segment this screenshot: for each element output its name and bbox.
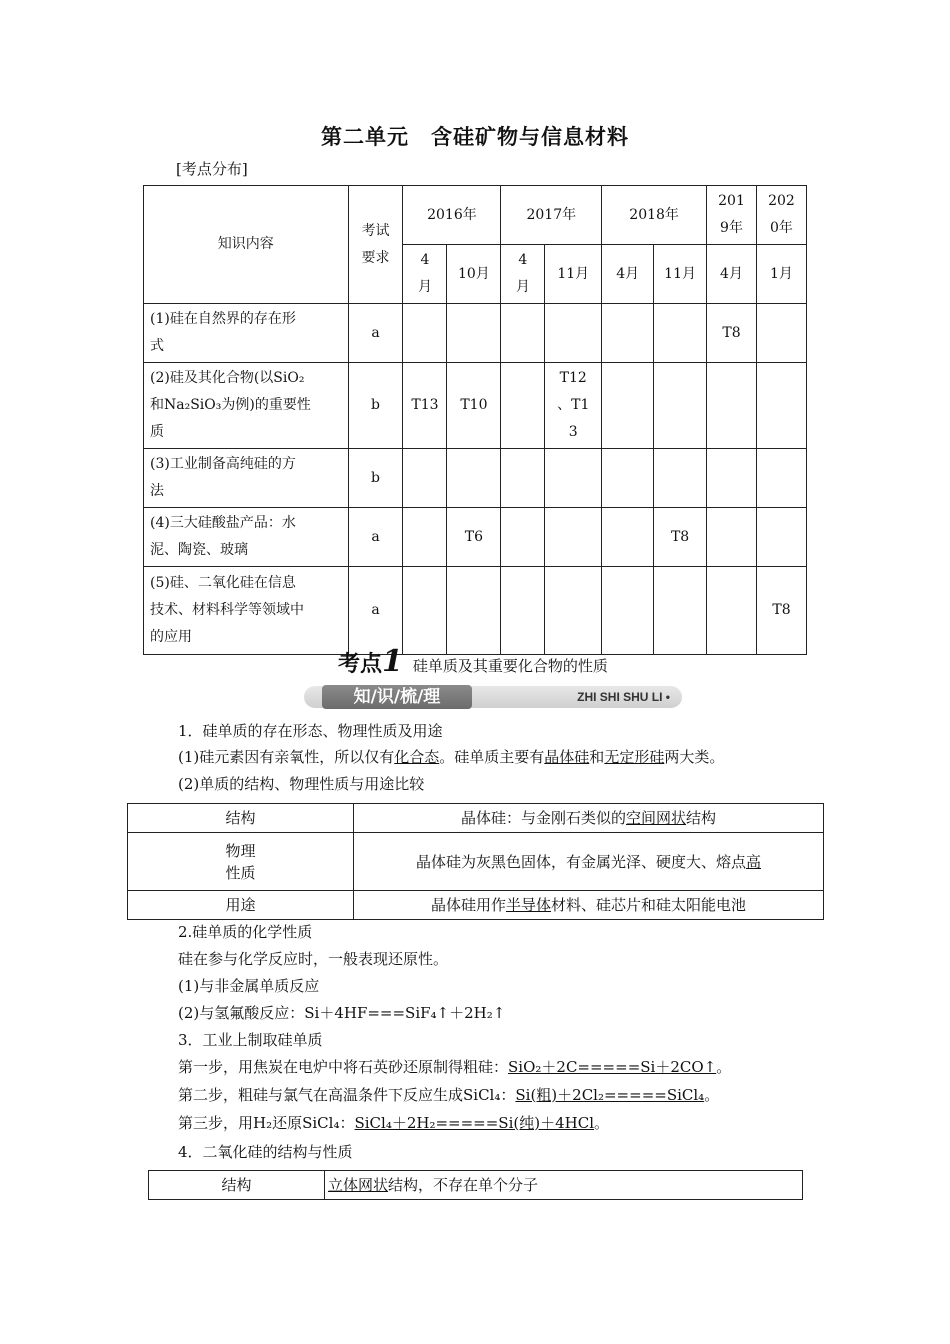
cell — [602, 508, 654, 567]
section-3-step-1: 第一步，用焦炭在电炉中将石英砂还原制得粗硅：SiO₂＋2C=====Si＋2CO↑。 — [178, 1058, 732, 1076]
cell — [602, 567, 654, 655]
row-label: 结构 — [149, 1171, 325, 1200]
row-requirement: b — [348, 449, 403, 508]
distribution-table — [143, 185, 807, 655]
month-2018-nov: 11月 — [654, 245, 707, 304]
cell — [707, 449, 757, 508]
section-4-title: 4．二氧化硅的结构与性质 — [178, 1143, 353, 1161]
section-banner — [304, 686, 682, 708]
paragraph-2: (2)单质的结构、物理性质与用途比较 — [178, 775, 425, 793]
cell — [602, 449, 654, 508]
row-requirement: a — [348, 508, 403, 567]
section-1-title: 1．硅单质的存在形态、物理性质及用途 — [178, 722, 443, 740]
table-row — [144, 508, 807, 567]
cell — [602, 304, 654, 363]
cell — [756, 508, 806, 567]
cell — [403, 508, 447, 567]
section-2-item-1: (1)与非金属单质反应 — [178, 977, 320, 995]
section-3-step-2: 第二步，粗硅与氯气在高温条件下反应生成SiCl₄：Si(粗)＋2Cl₂=====SiCl₄。 — [178, 1086, 720, 1104]
cell — [654, 449, 707, 508]
row-label: 物理 性质 — [128, 833, 354, 891]
header-2020: 202 0年 — [756, 186, 806, 245]
kaodian-heading — [338, 644, 608, 679]
row-label: 用途 — [128, 891, 354, 920]
header-2017: 2017年 — [501, 186, 602, 245]
table-row — [149, 1171, 803, 1200]
row-label: 结构 — [128, 804, 354, 833]
cell — [447, 567, 501, 655]
cell — [545, 567, 602, 655]
cell — [545, 304, 602, 363]
month-2016-apr: 4 月 — [403, 245, 447, 304]
cell: T10 — [447, 363, 501, 449]
row-requirement: a — [348, 567, 403, 655]
distribution-label: [考点分布] — [176, 160, 248, 178]
cell — [403, 304, 447, 363]
banner-pinyin: ZHI SHI SHU LI • — [577, 690, 670, 704]
cell — [403, 449, 447, 508]
kaodian-subtitle: 硅单质及其重要化合物的性质 — [412, 657, 608, 675]
table-row — [144, 567, 807, 655]
header-content: 知识内容 — [144, 186, 349, 304]
row-value: 立体网状结构，不存在单个分子 — [325, 1171, 803, 1200]
row-value: 晶体硅：与金刚石类似的空间网状结构 — [354, 804, 824, 833]
banner-title: 知/识/梳/理 — [322, 685, 472, 709]
cell — [447, 449, 501, 508]
row-requirement: a — [348, 304, 403, 363]
cell — [545, 449, 602, 508]
cell — [654, 363, 707, 449]
cell — [707, 567, 757, 655]
row-content: (1)硅在自然界的存在形 式 — [144, 304, 349, 363]
cell: T6 — [447, 508, 501, 567]
section-3-step-3: 第三步，用H₂还原SiCl₄：SiCl₄＋2H₂=====Si(纯)＋4HCl。 — [178, 1114, 610, 1132]
row-requirement: b — [348, 363, 403, 449]
row-content: (4)三大硅酸盐产品：水 泥、陶瓷、玻璃 — [144, 508, 349, 567]
row-value: 晶体硅为灰黑色固体，有金属光泽、硬度大、熔点高 — [354, 833, 824, 891]
cell — [756, 363, 806, 449]
row-content: (2)硅及其化合物(以SiO₂ 和Na₂SiO₃为例)的重要性 质 — [144, 363, 349, 449]
table-row — [128, 804, 824, 833]
row-value: 晶体硅用作半导体材料、硅芯片和硅太阳能电池 — [354, 891, 824, 920]
month-2016-oct: 10月 — [447, 245, 501, 304]
row-content: (3)工业制备高纯硅的方 法 — [144, 449, 349, 508]
header-2018: 2018年 — [602, 186, 707, 245]
cell — [501, 304, 545, 363]
table-row — [128, 833, 824, 891]
month-2020-jan: 1月 — [756, 245, 806, 304]
cell — [501, 508, 545, 567]
cell: T12 、T1 3 — [545, 363, 602, 449]
table-row — [144, 449, 807, 508]
silica-structure-table — [148, 1170, 803, 1200]
cell — [403, 567, 447, 655]
table-row — [128, 891, 824, 920]
kaodian-word: 考点 — [338, 652, 383, 677]
table-row — [144, 363, 807, 449]
header-2016: 2016年 — [403, 186, 501, 245]
section-3-title: 3．工业上制取硅单质 — [178, 1031, 323, 1049]
cell: T8 — [654, 508, 707, 567]
cell — [654, 304, 707, 363]
cell — [707, 363, 757, 449]
row-content: (5)硅、二氧化硅在信息 技术、材料科学等领域中 的应用 — [144, 567, 349, 655]
month-2017-apr: 4 月 — [501, 245, 545, 304]
cell — [602, 363, 654, 449]
paragraph-1: (1)硅元素因有亲氧性，所以仅有化合态。硅单质主要有晶体硅和无定形硅两大类。 — [178, 748, 725, 766]
section-2-paragraph: 硅在参与化学反应时，一般表现还原性。 — [178, 950, 449, 968]
cell — [501, 363, 545, 449]
page-title: 第二单元 含硅矿物与信息材料 — [321, 125, 629, 149]
table-row — [144, 304, 807, 363]
cell — [756, 449, 806, 508]
kaodian-number: 1 — [382, 644, 403, 679]
month-2019-apr: 4月 — [707, 245, 757, 304]
cell — [501, 449, 545, 508]
section-2-item-2: (2)与氢氟酸反应：Si＋4HF===SiF₄↑＋2H₂↑ — [178, 1004, 506, 1022]
cell — [707, 508, 757, 567]
section-2-title: 2.硅单质的化学性质 — [178, 923, 313, 941]
month-2017-nov: 11月 — [545, 245, 602, 304]
cell — [756, 304, 806, 363]
header-2019: 201 9年 — [707, 186, 757, 245]
header-requirement: 考试 要求 — [348, 186, 403, 304]
cell — [501, 567, 545, 655]
header-row-years — [144, 186, 807, 245]
cell — [654, 567, 707, 655]
cell: T13 — [403, 363, 447, 449]
silicon-properties-table — [127, 803, 824, 920]
month-2018-apr: 4月 — [602, 245, 654, 304]
cell — [447, 304, 501, 363]
cell — [545, 508, 602, 567]
cell: T8 — [756, 567, 806, 655]
cell: T8 — [707, 304, 757, 363]
